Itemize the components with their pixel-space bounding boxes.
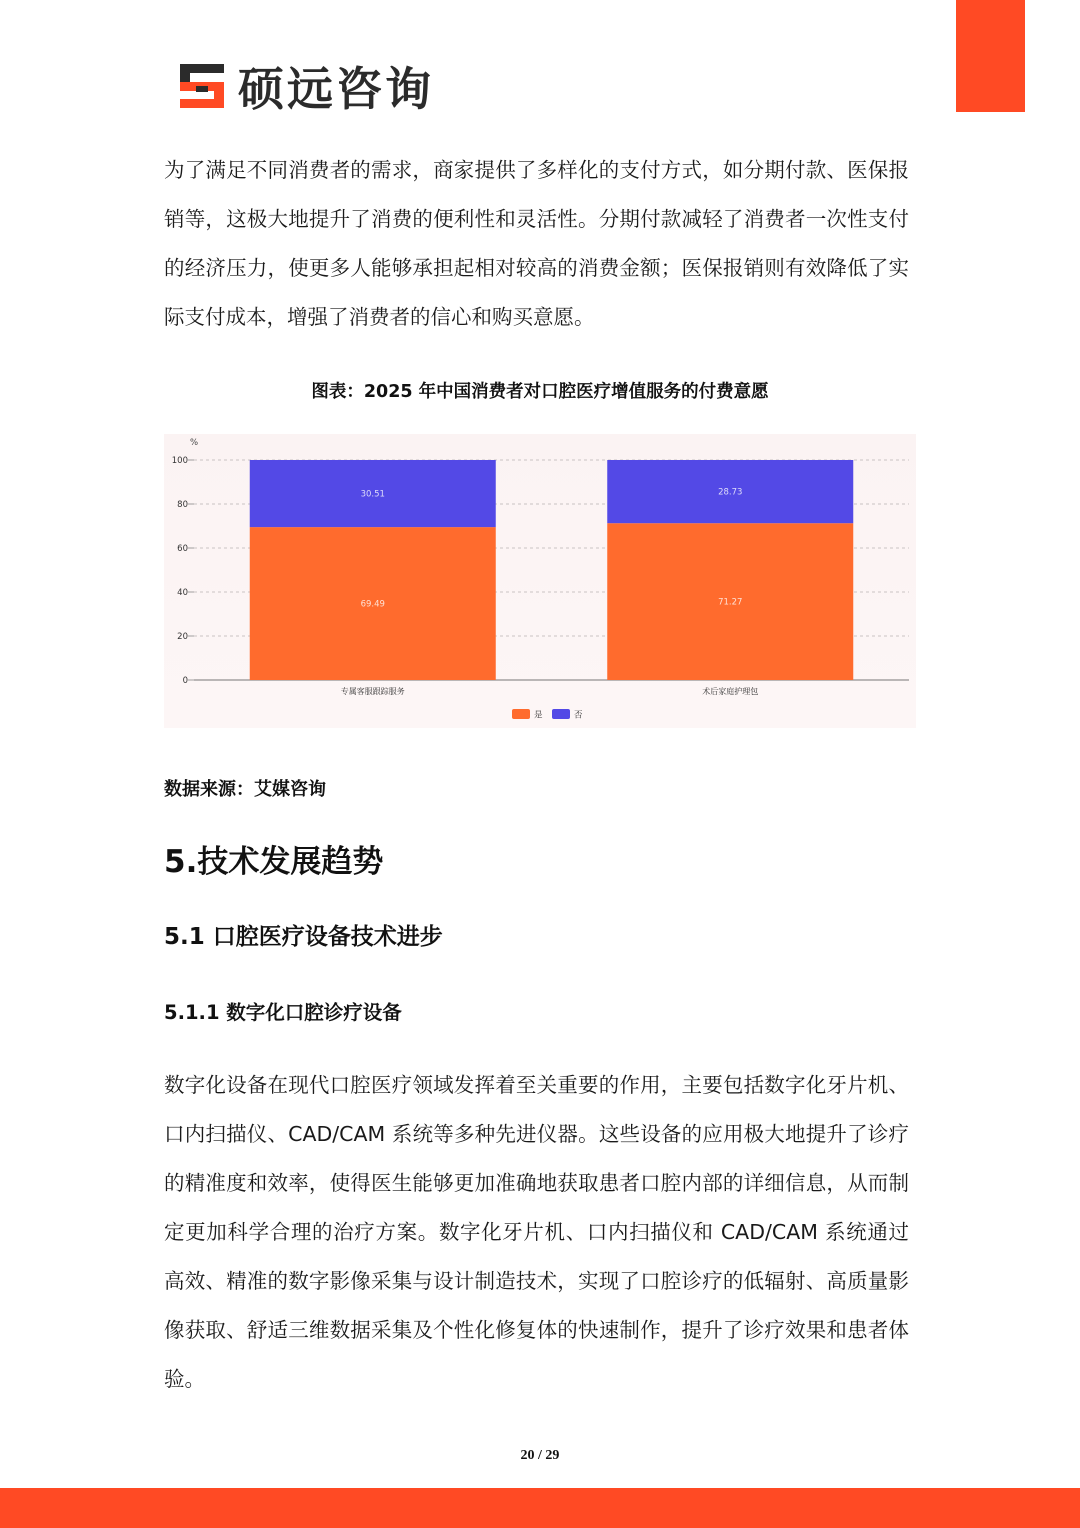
stacked-bar-chart bbox=[164, 434, 916, 728]
page-number: 20 / 29 bbox=[520, 1448, 560, 1463]
y-tick-label: 40 bbox=[177, 588, 188, 598]
chart-title: 图表：2025 年中国消费者对口腔医疗增值服务的付费意愿 bbox=[311, 382, 769, 402]
legend-label: 否 bbox=[574, 710, 583, 721]
bar-data-label: 69.49 bbox=[360, 599, 385, 610]
bar-data-label: 71.27 bbox=[718, 597, 743, 608]
y-tick-label: 80 bbox=[177, 500, 188, 510]
legend-swatch bbox=[512, 709, 530, 719]
chart-canvas bbox=[164, 434, 916, 728]
bar-data-label: 30.51 bbox=[360, 489, 385, 500]
x-tick-label: 专属客服跟踪服务 bbox=[340, 687, 405, 696]
brand-logo bbox=[176, 58, 434, 114]
subsubsection-heading: 5.1.1 数字化口腔诊疗设备 bbox=[164, 1001, 402, 1024]
section-heading: 5.技术发展趋势 bbox=[164, 844, 384, 880]
body-paragraph: 数字化设备在现代口腔医疗领域发挥着至关重要的作用，主要包括数字化牙片机、口内扫描仪、CAD/CAM 系统等多种先进仪器。这些设备的应用极大地提升了诊疗的精准度和效率，使得医生能够更加准确地获取患者口腔内部的详细信息，从而制定更加科学合理的治疗方案。数字化牙片机、口内扫描仪和 CAD/CAM 系统通过高效、精准的数字影像采集与设计制造技术，实现了口腔诊疗的低辐射、高质量影像获取、舒适三维数据采集及个性化修复体的快速制作，提升了诊疗效果和患者体验。 bbox=[164, 1073, 909, 1391]
intro-paragraph: 为了满足不同消费者的需求，商家提供了多样化的支付方式，如分期付款、医保报销等，这极大地提升了消费的便利性和灵活性。分期付款减轻了消费者一次性支付的经济压力，使更多人能够承担起相对较高的消费金额；医保报销则有效降低了实际支付成本，增强了消费者的信心和购买意愿。 bbox=[164, 158, 909, 329]
y-axis-unit-label: % bbox=[190, 438, 199, 448]
logo-mark-icon bbox=[176, 60, 228, 112]
data-source: 数据来源：艾媒咨询 bbox=[164, 779, 326, 800]
legend-swatch bbox=[552, 709, 570, 719]
bar-data-label: 28.73 bbox=[718, 487, 743, 498]
legend-label: 是 bbox=[534, 710, 543, 721]
footer-accent-bar bbox=[0, 1488, 1080, 1528]
brand-name: 硕远咨询 bbox=[238, 62, 434, 116]
subsection-heading: 5.1 口腔医疗设备技术进步 bbox=[164, 924, 443, 950]
y-tick-label: 0 bbox=[182, 676, 188, 686]
x-tick-label: 术后家庭护理包 bbox=[702, 687, 759, 696]
y-tick-label: 100 bbox=[171, 456, 188, 466]
y-tick-label: 20 bbox=[177, 632, 188, 642]
corner-accent-block bbox=[956, 0, 1025, 112]
y-tick-label: 60 bbox=[177, 544, 188, 554]
